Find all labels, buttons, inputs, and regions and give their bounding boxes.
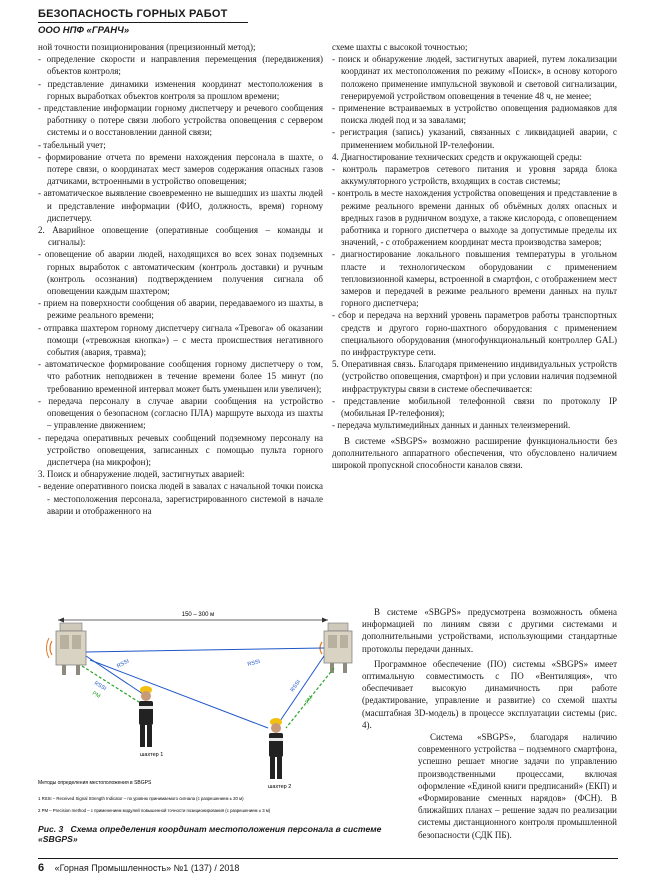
miner-1-label: шахтер 1 xyxy=(140,752,164,758)
paragraph: ной точности позиционирования (прецизионный метод); xyxy=(38,42,256,52)
right-column-final xyxy=(418,731,617,841)
figure-caption xyxy=(38,824,418,844)
bullet-item: - контроль в месте нахождения устройства оповещения и представление в режиме реального времени данных об объёмных долях опасных и вредных газов в рудничном воздухе, а также кислорода, с оповещением работника и горного диспетчера о выходе за допустимые пределы их значений, - с отображением координат места производства замеров; xyxy=(332,188,617,248)
section-title: БЕЗОПАСНОСТЬ ГОРНЫХ РАБОТ xyxy=(38,8,228,20)
paragraph: Программное обеспечение (ПО) системы «SBGPS» имеет оптимальную совместимость с ПО «Вентиляция», что обеспечивает высокую динамичность при работе (редактирование, управление и развитие) со схемой шахты (масштабная 3D-модель) в процессе эксплуатации системы (рис. 4). xyxy=(362,658,617,730)
paragraph: В системе «SBGPS» предусмотрена возможность обмена информацией по линиям связи с другими системами и дополнительными устройствами, использующими стандартные протоколы передачи данных. xyxy=(362,607,617,654)
rssi-label: RSSI xyxy=(116,658,131,670)
rssi-label: RSSI xyxy=(246,658,261,668)
bullet-item: - табельный учет; xyxy=(38,139,106,150)
pm-label: PM xyxy=(304,694,315,706)
paragraph: схеме шахты с высокой точностью; xyxy=(332,42,468,52)
bullet-item: - представление динамики изменения координат местоположения в горных выработках объектов контроля за прошлом времени; xyxy=(38,78,323,101)
bullet-item: - контроль параметров сетевого питания и уровня заряда блока аккумуляторного устройств, входящих в состав системы; xyxy=(332,164,617,187)
pm-link-line xyxy=(82,666,142,704)
left-beacon-icon xyxy=(47,623,87,675)
bullet-item: - представление информации горному диспетчеру и речевого сообщения работнику о потере связи любого устройства оповещения с сервером системы и о восстановлении данной связи; xyxy=(38,103,323,138)
arrow-right-icon xyxy=(322,618,328,623)
miner-1-icon xyxy=(139,686,153,747)
bullet-item: - передача оперативных речевых сообщений подземному персоналу на устройство оповещения, записанных с помощью пульта горного диспетчера (на микрофон); xyxy=(38,432,323,467)
header-rule xyxy=(38,22,248,23)
bullet-item: - формирование отчета по времени нахождения персонала в шахте, о потере связи, о координатах мест замеров содержания опасных газов датчиками, встроенными в устройство оповещения; xyxy=(38,151,323,187)
numbered-heading: 4. Диагностирование технических средств и окружающей среды: xyxy=(332,151,583,162)
bullet-item: - автоматическое формирование сообщения горному диспетчеру о том, что работник неподвижен в течение времени более 15 минут (по требованию временной интервал может быть уменьшен или увеличен); xyxy=(38,359,323,394)
numbered-heading: 3. Поиск и обнаружение людей, застигнутых аварией: xyxy=(38,469,245,480)
numbered-heading: 2. Аварийное оповещение (оперативные сообщения – команды и сигналы): xyxy=(38,225,323,248)
bullet-item: - ведение оперативного поиска людей в завалах с начальной точки поиска - местоположения персонала, зарегистрированного системой в начале аварии и отображенного на xyxy=(38,481,323,516)
bullet-item: - поиск и обнаружение людей, застигнутых аварией, путем локализации координат их местоположения по режиму «Поиск», в основу которого положено применение импульсной звуковой и световой сигнализации, генерируемой устройством оповещения в течение 48 ч, не менее; xyxy=(332,54,617,101)
bullet-item: - передача мультимедийных данных и данных телеизмерений. xyxy=(332,420,571,431)
numbered-heading: 5. Оперативная связь. Благодаря применению индивидуальных устройств (устройство оповещения, смартфон) и при условии наличия подземной инфраструктуры связи в системе обеспечивается: xyxy=(332,359,617,394)
bullet-item: - прием на поверхности сообщения об аварии, передаваемого из шахты, в режиме реального времени; xyxy=(38,298,323,321)
legend-pm: 2 PM – Precision method – с применением модулей повышенной точности позиционирования (с разрешением ± 3 м) xyxy=(38,808,271,813)
bullet-item: - сбор и передача на верхний уровень параметров работы транспортных средств и другого горно-шахтного оборудования с применением специального оборудования (многофункциональный контроллер GAL) по инфраструктуре сети. xyxy=(332,310,617,358)
bullet-item: - представление мобильной телефонной связи по протоколу IP (мобильная IP-телефония); xyxy=(332,395,617,419)
footer-rule xyxy=(38,858,618,859)
paragraph: В системе «SBGPS» возможно расширение функциональности без дополнительного аппаратного обеспечения, что обусловлено наличием широкой пропускной способности каналов связи. xyxy=(332,435,617,470)
rssi-label: RSSI xyxy=(93,680,108,693)
page-footer xyxy=(38,862,239,874)
right-column xyxy=(332,41,617,471)
pm-label: PM xyxy=(91,690,102,700)
rssi-link-line xyxy=(90,660,268,728)
journal-name: «Горная Промышленность» №1 (137) / 2018 xyxy=(54,863,240,873)
miner-2-label: шахтер 2 xyxy=(268,784,292,790)
company-name: ООО НПФ «ГРАНЧ» xyxy=(38,25,130,36)
bullet-item: - автоматическое выявление своевременно не вышедших из шахты людей и представление информации (ФИО, должность, время) горному диспетчеру. xyxy=(38,188,323,223)
bullet-item: - оповещение об аварии людей, находящихся во всех зонах подземных горных выработок с автоматическим (контроль доставки) и ручным (контроль осознания) подтверждением получения сигнала об оповещении каждым шахтером; xyxy=(38,249,323,297)
right-beacon-icon xyxy=(320,623,352,673)
bullet-item: - применение встраиваемых в устройство оповещения радиомаяков для поиска людей под и за завалами; xyxy=(332,103,617,126)
legend-rssi: 1 RSSI – Received Signal Strength Indicator – по уровню принимаемого сигнала (с разрешением ± 20 м) xyxy=(38,796,244,801)
paragraph: Система «SBGPS», благодаря наличию современного устройства – подземного смартфона, успешно решает многие задачи по управлению производственными процессами, включая оформление «Единой книги предписаний» (ЕКП) и «Формирование сменных нарядов» (ФСН). В ближайших планах – решение задач по реализации системы дистанционного контроля промышленной безопасности (СДК ПБ). xyxy=(418,732,617,840)
rssi-label: RSSI xyxy=(289,679,303,694)
positioning-diagram xyxy=(38,586,360,839)
distance-label: 150 – 300 м xyxy=(181,612,215,618)
bullet-item: - диагностирование локального повышения температуры в угольном пласте и технологическом оборудовании с применением тепловизионной камеры, встроенной в смартфон, с отображением мест замеров и передачей в режиме реального времени данных на пульт горного диспетчера; xyxy=(332,249,617,309)
page-number: 6 xyxy=(38,862,45,874)
bullet-item: - регистрация (запись) указаний, связанных с ликвидацией аварии, с применением мобильной IP-телефонии. xyxy=(332,127,617,150)
left-column xyxy=(38,41,323,517)
bullet-item: - определение скорости и направления перемещения (передвижения) объектов контроля; xyxy=(38,54,323,77)
caption-text: Схема определения координат местоположения персонала в системе «SBGPS» xyxy=(38,824,382,844)
caption-label: Рис. 3 xyxy=(38,824,64,834)
miner-2-icon xyxy=(269,718,283,779)
bullet-item: - отправка шахтером горному диспетчеру сигнала «Тревога» об оказании помощи («тревожная кнопка») – с места происшествия негативного события (авария, травма); xyxy=(38,322,323,358)
arrow-left-icon xyxy=(58,618,64,623)
rssi-link-line xyxy=(86,648,324,652)
legend-title: Методы определения местоположения в SBGPS xyxy=(38,780,152,786)
bullet-item: - передача персоналу в случае аварии сообщения на устройство оповещения о безопасном (согласно ПЛА) маршруте выхода из шахты – управление движением; xyxy=(38,395,323,431)
right-column-continued xyxy=(362,606,617,734)
